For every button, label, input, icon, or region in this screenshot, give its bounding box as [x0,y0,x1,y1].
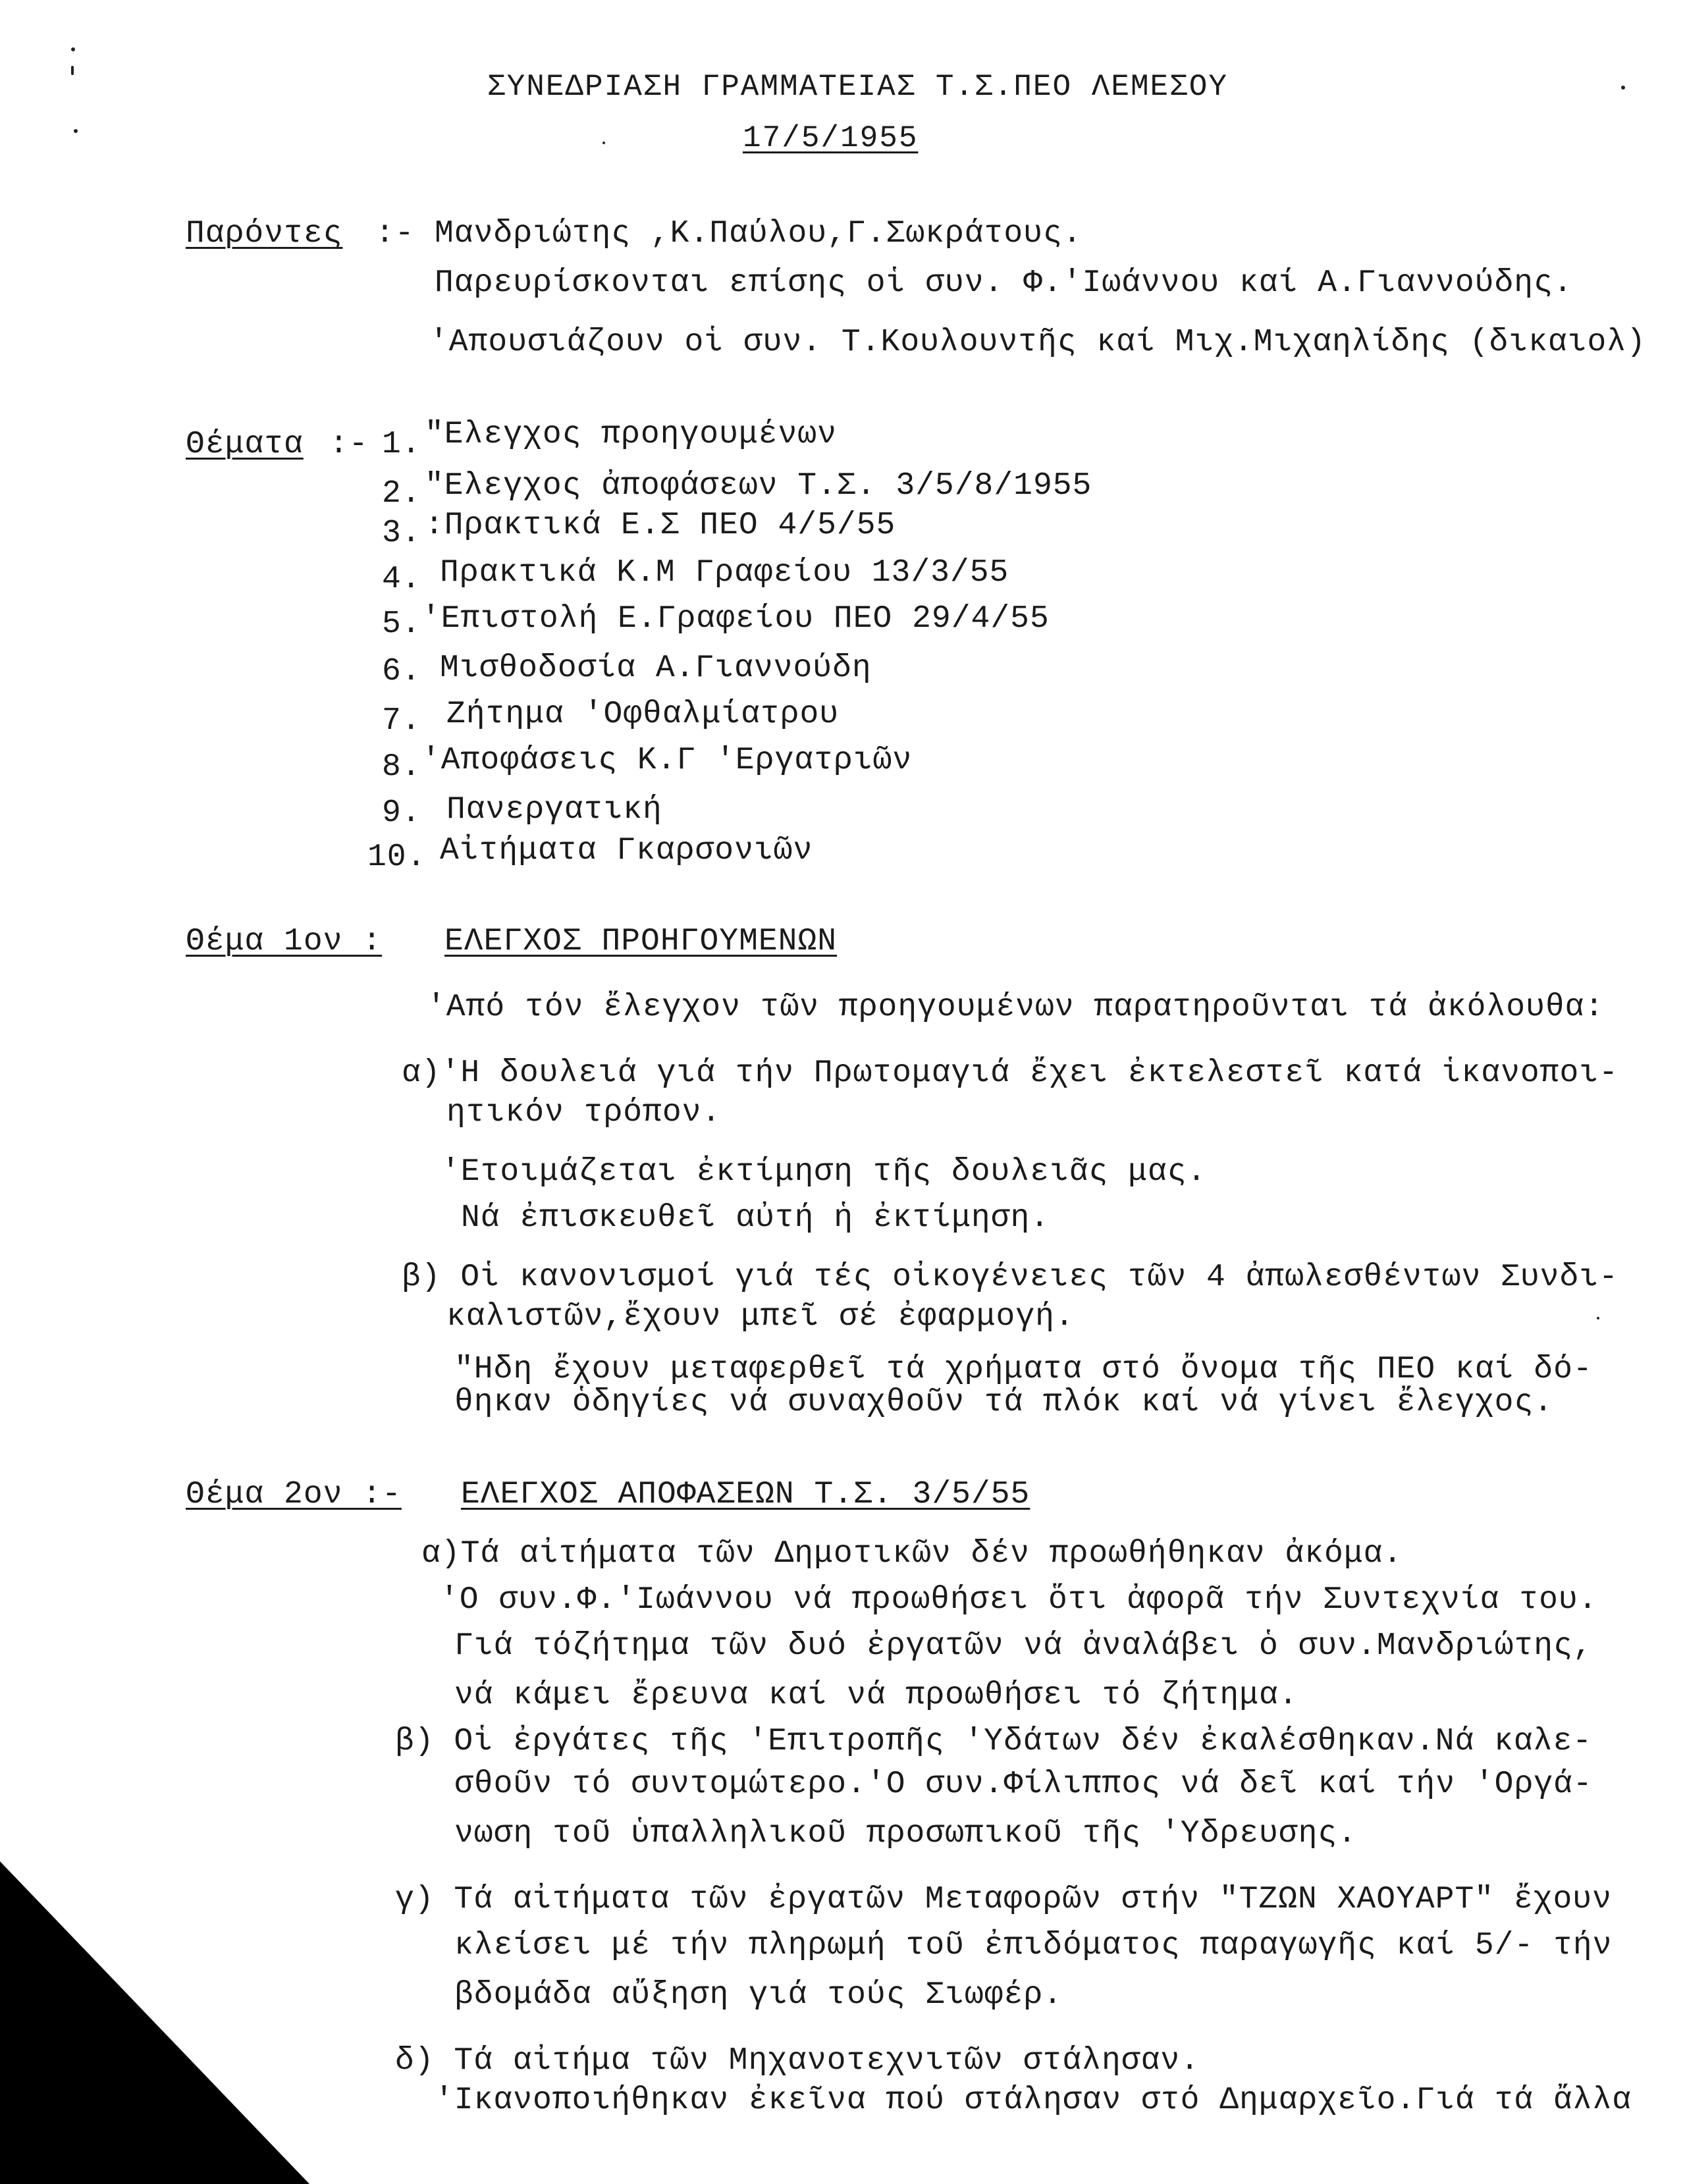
agenda-label: Θέματα [186,427,304,462]
topic1-point-b-note: "Ηδη ἔχουν μεταφερθεῖ τά χρήματα στό ὄνομα τῆς ΠΕΟ καί δό- [454,1352,1593,1387]
attendance-label: Παρόντες [186,216,343,252]
absent-members: 'Απουσιάζουν οἱ συν. Τ.Κουλουντῆς καί Μιχ.Μιχαηλίδης (δικαιολ) [429,325,1646,360]
agenda-item-number: 7. [382,703,421,739]
topic1-intro: 'Από τόν ἔλεγχον τῶν προηγουμένων παρατηροῦνται τά ἀκόλουθα: [427,990,1605,1025]
topic1-label: Θέμα 1ον : [186,924,383,959]
agenda-item-text: Πανεργατική [446,792,662,828]
scan-speck [1621,86,1625,90]
agenda-item-text: Ζήτημα 'Οφθαλμίατρου [446,697,840,732]
topic2-point-d: δ) Τά αἰτήμα τῶν Μηχανοτεχνιτῶν στάλησαν. [395,2043,1200,2079]
topic2-point-d-line: 'Ικανοποιήθηκαν ἐκεῖνα πού στάλησαν στό Δημαρχεῖο.Γιά τά ἄλλα [435,2083,1632,2118]
scan-speck [71,47,75,51]
agenda-item-number: 5. [382,606,421,642]
agenda-item-text: Μισθοδοσία Α.Γιαννούδη [440,651,872,686]
agenda-item-number: 3. [382,516,421,551]
agenda-item-number: 1. [382,427,421,462]
topic2-point-a: α)Τά αἰτήματα τῶν Δημοτικῶν δέν προωθήθηκαν ἀκόμα. [421,1536,1403,1572]
document-date: 17/5/1955 [743,121,919,155]
agenda-item-number: 8. [382,749,421,785]
agenda-item-text: 'Αποφάσεις Κ.Γ 'Εργατριῶν [421,743,913,778]
agenda-item-text: Αἰτήματα Γκαρσονιῶν [440,833,813,868]
topic2-label: Θέμα 2ον :- [186,1477,402,1512]
topic2-point-c-line: κλείσει μέ τήν πληρωμή τοῦ ἐπιδόματος παραγωγῆς καί 5/- τήν [454,1928,1613,1963]
topic2-point-b-line: σθοῦν τό συντομώτερο.'Ο συν.Φίλιππος νά δεῖ καί τήν 'Οργά- [454,1767,1593,1802]
agenda-item-number: 2. [382,476,421,512]
scan-shadow-corner [0,1861,309,2184]
document-title: ΣΥΝΕΔΡΙΑΣΗ ΓΡΑΜΜΑΤΕΙΑΣ Τ.Σ.ΠΕΟ ΛΕΜΕΣΟΥ [487,70,1228,104]
topic1-point-b-cont: καλιστῶν,ἔχουν μπεῖ σέ ἐφαρμογή. [446,1299,1075,1335]
agenda-item-number: 9. [382,795,421,831]
scan-speck [71,66,74,75]
topic2-point-a-line: νά κάμει ἔρευνα καί νά προωθήσει τό ζήτημα. [454,1678,1298,1713]
topic1-point-b-note: θηκαν ὁδηγίες νά συναχθοῦν τά πλόκ καί νά γίνει ἔλεγχος. [454,1385,1554,1420]
agenda-item-text: Πρακτικά Κ.Μ Γραφείου 13/3/55 [440,555,1009,591]
scan-speck [1597,1317,1599,1319]
topic2-point-a-line: Γιά τόζήτημα τῶν δυό ἐργατῶν νά ἀναλάβει ὁ συν.Μανδριώτης, [454,1628,1593,1664]
topic1-point-a-note: 'Ετοιμάζεται ἐκτίμηση τῆς δουλειᾶς μας. [441,1154,1207,1190]
present-members: Μανδριώτης ,Κ.Παύλου,Γ.Σωκράτους. [435,216,1083,252]
topic2-point-b-line: νωση τοῦ ὑπαλληλικοῦ προσωπικοῦ τῆς 'Υδρευσης. [454,1816,1358,1851]
topic2-heading: ΕΛΕΓΧΟΣ ΑΠΟΦΑΣΕΩΝ Τ.Σ. 3/5/55 [461,1477,1030,1512]
topic2-point-c: γ) Τά αἰτήματα τῶν ἐργατῶν Μεταφορῶν στήν "ΤΖΩΝ ΧΑΟΥΑΡΤ" ἔχουν [395,1882,1612,1917]
agenda-item-text: "Ελεγχος ἀποφάσεων Τ.Σ. 3/5/8/1955 [425,468,1092,504]
topic1-point-a-note: Νά ἐπισκευθεῖ αὐτή ἡ ἐκτίμηση. [461,1200,1050,1236]
topic1-point-a-cont: ητικόν τρόπον. [446,1095,722,1131]
agenda-item-text: :Πρακτικά Ε.Σ ΠΕΟ 4/5/55 [425,508,896,543]
scan-speck [74,129,78,133]
topic2-point-c-line: βδομάδα αὔξηση γιά τούς Σιωφέρ. [454,1977,1063,2013]
topic1-heading: ΕΛΕΓΧΟΣ ΠΡΟΗΓΟΥΜΕΝΩΝ [444,924,838,959]
agenda-item-text: "Ελεγχος προηγουμένων [425,417,837,452]
scan-speck [602,142,605,144]
topic2-point-a-line: 'Ο συν.Φ.'Ιωάννου νά προωθήσει ὅτι ἀφορᾶ τήν Συντεχνία του. [440,1582,1598,1618]
topic2-point-b: β) Οἱ ἐργάτες τῆς 'Επιτροπῆς 'Υδάτων δέν ἐκαλέσθηκαν.Νά καλε- [395,1724,1593,1759]
agenda-separator: :- [329,427,369,462]
topic1-point-b: β) Οἱ κανονισμοί γιά τές οἰκογένειες τῶν 4 ἀπωλεσθέντων Συνδι- [402,1260,1618,1295]
attendance-separator: :- [375,216,415,252]
agenda-item-number: 4. [382,562,421,597]
agenda-item-text: 'Επιστολή Ε.Γραφείου ΠΕΟ 29/4/55 [421,601,1050,637]
agenda-item-number: 10. [367,839,427,875]
agenda-item-number: 6. [382,654,421,689]
topic1-point-a: α)'Η δουλειά γιά τήν Πρωτομαγιά ἔχει ἐκτελεστεῖ κατά ἱκανοποι- [402,1055,1618,1091]
also-present: Παρευρίσκονται επίσης οἱ συν. Φ.'Ιωάννου καί Α.Γιαννούδης. [435,265,1573,301]
